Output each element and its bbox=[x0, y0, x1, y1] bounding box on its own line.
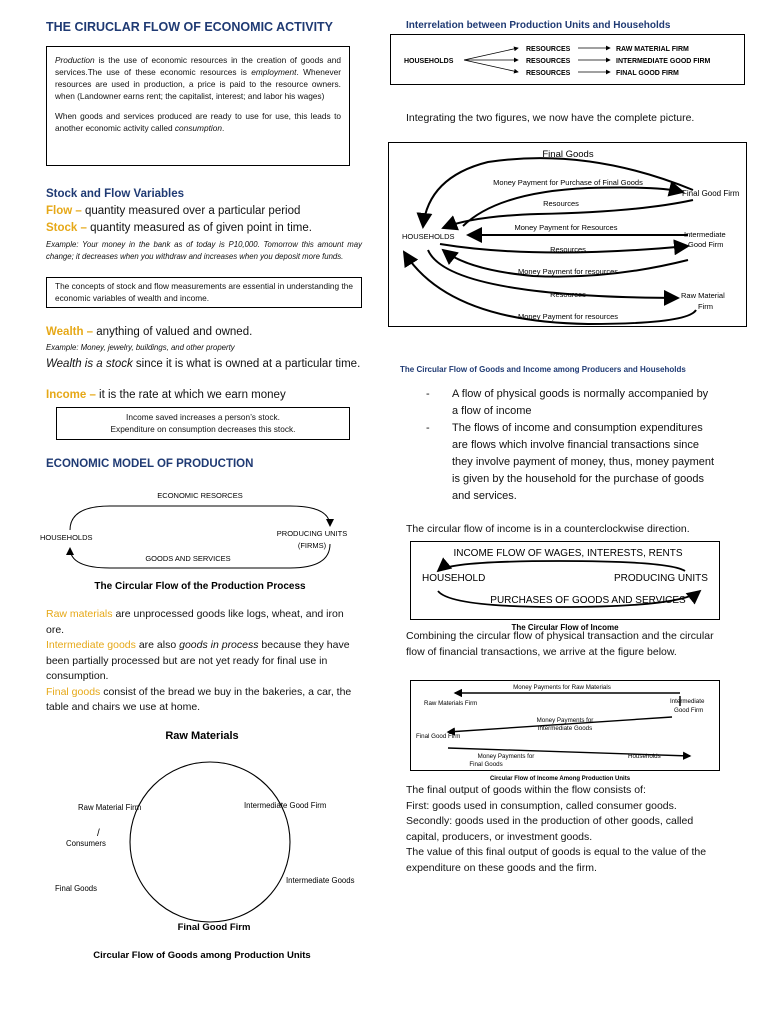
income-def: it is the rate at which we earn money bbox=[95, 389, 286, 401]
resources-2-label: Resources bbox=[550, 245, 586, 254]
bullet-text-1: A flow of physical goods is normally accompanied by a flow of income bbox=[452, 388, 709, 417]
raw-materials-label: Raw Materials bbox=[165, 730, 239, 742]
inter-term: Intermediate goods bbox=[46, 639, 136, 651]
wealth-example: Example: Money, jewelry, buildings, and other property bbox=[46, 343, 235, 352]
intermediate-firm-label-2: Good Firm bbox=[674, 707, 704, 714]
income-definition bbox=[46, 389, 286, 401]
income-top-label: INCOME FLOW OF WAGES, INTERESTS, RENTS bbox=[453, 548, 683, 559]
top-flow-arrow bbox=[70, 506, 330, 530]
raw-material-firm-label: Raw Material Firm bbox=[78, 803, 142, 812]
consumers-label: Consumers bbox=[66, 839, 106, 848]
final-def: consist of the bread we buy in the bakeries, a car, the table and chairs we use at home. bbox=[46, 685, 352, 713]
mid-payment-label-2: Intermediate Goods bbox=[537, 725, 593, 732]
money-resources-3-label: Money Payment for resources bbox=[517, 312, 619, 321]
bullet-list bbox=[426, 386, 716, 505]
bullet-dash: - bbox=[426, 422, 430, 434]
intro-paragraph-1 bbox=[55, 54, 341, 102]
consumption-term: consumption bbox=[174, 123, 222, 133]
left-label: HOUSEHOLDS bbox=[40, 533, 93, 542]
household-label: HOUSEHOLD bbox=[422, 573, 486, 584]
income-note-line1: Income saved increases a person’s stock. bbox=[126, 412, 280, 422]
right-label-2: (FIRMS) bbox=[297, 541, 327, 550]
employment-term: employment bbox=[251, 67, 297, 77]
income-top-arrow bbox=[438, 561, 685, 571]
page-title: THE CIRUCLAR FLOW OF ECONOMIC ACTIVITY bbox=[46, 20, 334, 34]
stock-flow-heading: Stock and Flow Variables bbox=[46, 188, 185, 200]
interrelation-diagram bbox=[390, 34, 746, 86]
flow-def: quantity measured over a particular period bbox=[81, 205, 301, 217]
final-goods-label: Final Goods bbox=[55, 884, 98, 893]
right-label-1: PRODUCING UNITS bbox=[276, 529, 348, 538]
final-output-line-1: The final output of goods within the flow consists of: bbox=[406, 784, 646, 796]
intermediate-firm-label-1: Intermediate bbox=[670, 698, 705, 705]
raw-firm-label-1: Raw Material bbox=[681, 291, 725, 300]
flow-definition bbox=[46, 205, 300, 217]
income-term: Income – bbox=[46, 389, 96, 401]
production-term: Production bbox=[55, 55, 95, 65]
raw-materials-definition bbox=[46, 607, 362, 638]
slash-mark: / bbox=[97, 828, 100, 839]
wealth-definition bbox=[46, 326, 252, 338]
goods-income-title: The Circular Flow of Goods and Income among Producers and Households bbox=[400, 365, 686, 374]
households-label: Households bbox=[628, 753, 661, 760]
households-label: HOUSEHOLDS bbox=[404, 58, 454, 65]
flow-term: Flow – bbox=[46, 205, 82, 217]
final-good-firm-label: Final Good Firm bbox=[177, 922, 251, 933]
stock-definition bbox=[46, 222, 312, 234]
money-resources-label: Money Payment for Resources bbox=[514, 223, 618, 232]
income-note-line2: Expenditure on consumption decreases this stock. bbox=[110, 424, 296, 434]
intro-text-b: . Whenever resources are used in production, a price is paid to the resource owners. when (Landowner earns rent; the capitalist, interest; and labor his wages) bbox=[55, 67, 341, 101]
final-output-text bbox=[406, 783, 722, 876]
wealth-term: Wealth – bbox=[46, 326, 94, 338]
producing-label: PRODUCING UNITS bbox=[614, 573, 708, 584]
arrow-resources-3 bbox=[464, 60, 518, 72]
stock-def: quantity measured as of given point in time. bbox=[86, 222, 312, 234]
income-caption: The Circular Flow of Income bbox=[511, 623, 619, 632]
final-goods-label: Final Goods bbox=[542, 149, 594, 160]
arrow-resources-1 bbox=[464, 48, 518, 60]
inter-em: goods in process bbox=[179, 639, 259, 651]
intro-paragraph-2 bbox=[55, 110, 341, 134]
combining-text: Combining the circular flow of physical transaction and the circular flow of financial transactions, we arrive at the figure below. bbox=[406, 630, 714, 658]
model-heading: ECONOMIC MODEL OF PRODUCTION bbox=[46, 458, 254, 470]
complete-circular-flow-diagram bbox=[388, 142, 748, 328]
final-output-line-4: The value of this final output of goods is equal to the value of the expenditure on these goods and the firm. bbox=[406, 846, 707, 874]
raw-firm-label-2: Firm bbox=[698, 302, 713, 311]
top-label: ECONOMIC RESORCES bbox=[157, 491, 243, 500]
inter-a: are also bbox=[135, 639, 180, 651]
resources-3-label: Resources bbox=[550, 290, 586, 299]
integrating-text: Integrating the two figures, we now have the complete picture. bbox=[406, 112, 695, 124]
production-process-diagram bbox=[30, 482, 370, 597]
income-production-units-diagram bbox=[410, 680, 720, 785]
resources-1-label: Resources bbox=[543, 199, 579, 208]
resources-label-1: RESOURCES bbox=[526, 46, 571, 53]
wealth-def: anything of valued and owned. bbox=[93, 326, 253, 338]
intermediate-firm-label-2: Good Firm bbox=[688, 240, 724, 249]
final-goods-arrow bbox=[423, 158, 693, 227]
stock-flow-note: The concepts of stock and flow measurements are essential in understanding the economic variables of wealth and income. bbox=[46, 277, 362, 308]
raw-firm-label: Raw Materials Firm bbox=[424, 700, 478, 707]
interrelation-title: Interrelation between Production Units and Households bbox=[406, 20, 671, 31]
intermediate-firm-label-1: Intermediate bbox=[684, 230, 726, 239]
intro-text-a: is the use of economic resources in the creation of goods and services.The use of these economic resources is bbox=[55, 55, 341, 77]
households-label: HOUSEHOLDS bbox=[402, 232, 455, 241]
flow-circle bbox=[130, 762, 290, 922]
production-units-caption: Circular Flow of Income Among Production Units bbox=[489, 776, 631, 782]
top-payment-label: Money Payments for Raw Materials bbox=[513, 684, 611, 691]
bullet-item-2 bbox=[426, 420, 716, 505]
production-units-circle-diagram bbox=[40, 722, 370, 967]
intro-text-d: . bbox=[221, 123, 225, 133]
goods-definitions bbox=[46, 607, 362, 716]
income-flow-diagram bbox=[410, 541, 720, 633]
final-firm-label: Final Good Firm bbox=[416, 733, 461, 740]
bullet-item-1 bbox=[426, 386, 716, 420]
bottom-label: GOODS AND SERVICES bbox=[145, 554, 231, 563]
resources-label-2: RESOURCES bbox=[526, 58, 571, 65]
intermediate-good-firm-label: Intermediate Good Firm bbox=[244, 801, 327, 810]
final-good-firm: FINAL GOOD FIRM bbox=[616, 70, 679, 77]
model-caption: The Circular Flow of the Production Process bbox=[94, 581, 306, 592]
raw-material-firm: RAW MATERIAL FIRM bbox=[616, 46, 689, 53]
wealth-stock-rest: since it is what is owned at a particular time. bbox=[132, 358, 361, 370]
counterclockwise-text: The circular flow of income is in a counterclockwise direction. bbox=[406, 523, 690, 535]
mid-payment-label-1: Money Payments for bbox=[536, 717, 594, 724]
wealth-stock-em: Wealth is a stock bbox=[46, 358, 133, 370]
final-output-line-3: Secondly: goods used in the production of other goods, called capital, producers, or investment goods. bbox=[406, 815, 694, 843]
bottom-payment-label-2: Final Goods bbox=[469, 761, 503, 768]
final-goods-definition bbox=[46, 685, 362, 716]
stock-term: Stock – bbox=[46, 222, 87, 234]
money-final-label: Money Payment for Purchase of Final Goods bbox=[493, 178, 643, 187]
bullet-dash: - bbox=[426, 388, 430, 400]
raw-term: Raw materials bbox=[46, 608, 113, 620]
income-note bbox=[56, 407, 350, 440]
final-output-line-2: First: goods used in consumption, called consumer goods. bbox=[406, 799, 677, 812]
resources-label-3: RESOURCES bbox=[526, 70, 571, 77]
intermediate-goods-label: Intermediate Goods bbox=[286, 876, 355, 885]
income-bottom-label: PURCHASES OF GOODS AND SERVICES bbox=[490, 595, 686, 606]
wealth-stock bbox=[46, 356, 362, 372]
intermediate-goods-definition bbox=[46, 638, 362, 685]
circle-caption: Circular Flow of Goods among Production Units bbox=[93, 950, 311, 961]
bullet-text-2: The flows of income and consumption expenditures are flows which involve financial transactions since they involve payment of money, thus, money payment is given by the household for the purchase of goods and services. bbox=[452, 422, 715, 502]
raw-def: are unprocessed goods like logs, wheat, and iron ore. bbox=[46, 608, 344, 636]
stock-example: Example: Your money in the bank as of today is P10,000. Tomorrow this amount may change; it decreases when you withdraw and increases when you deposit more funds. bbox=[46, 240, 362, 261]
money-resources-2-label: Money Payment for resources bbox=[517, 267, 619, 276]
intro-box bbox=[46, 46, 350, 166]
final-good-firm-label: Final Good Firm bbox=[682, 189, 740, 198]
intro-text-c: When goods and services produced are ready to use for use, this leads to another economic activity called bbox=[55, 111, 341, 133]
inter-b: because they have been partially processed but are not yet ready for final use in consumption. bbox=[46, 639, 350, 682]
final-term: Final goods bbox=[46, 685, 101, 698]
intermediate-good-firm: INTERMEDIATE GOOD FIRM bbox=[616, 58, 711, 65]
bottom-payment-label-1: Money Payments for bbox=[477, 753, 535, 760]
